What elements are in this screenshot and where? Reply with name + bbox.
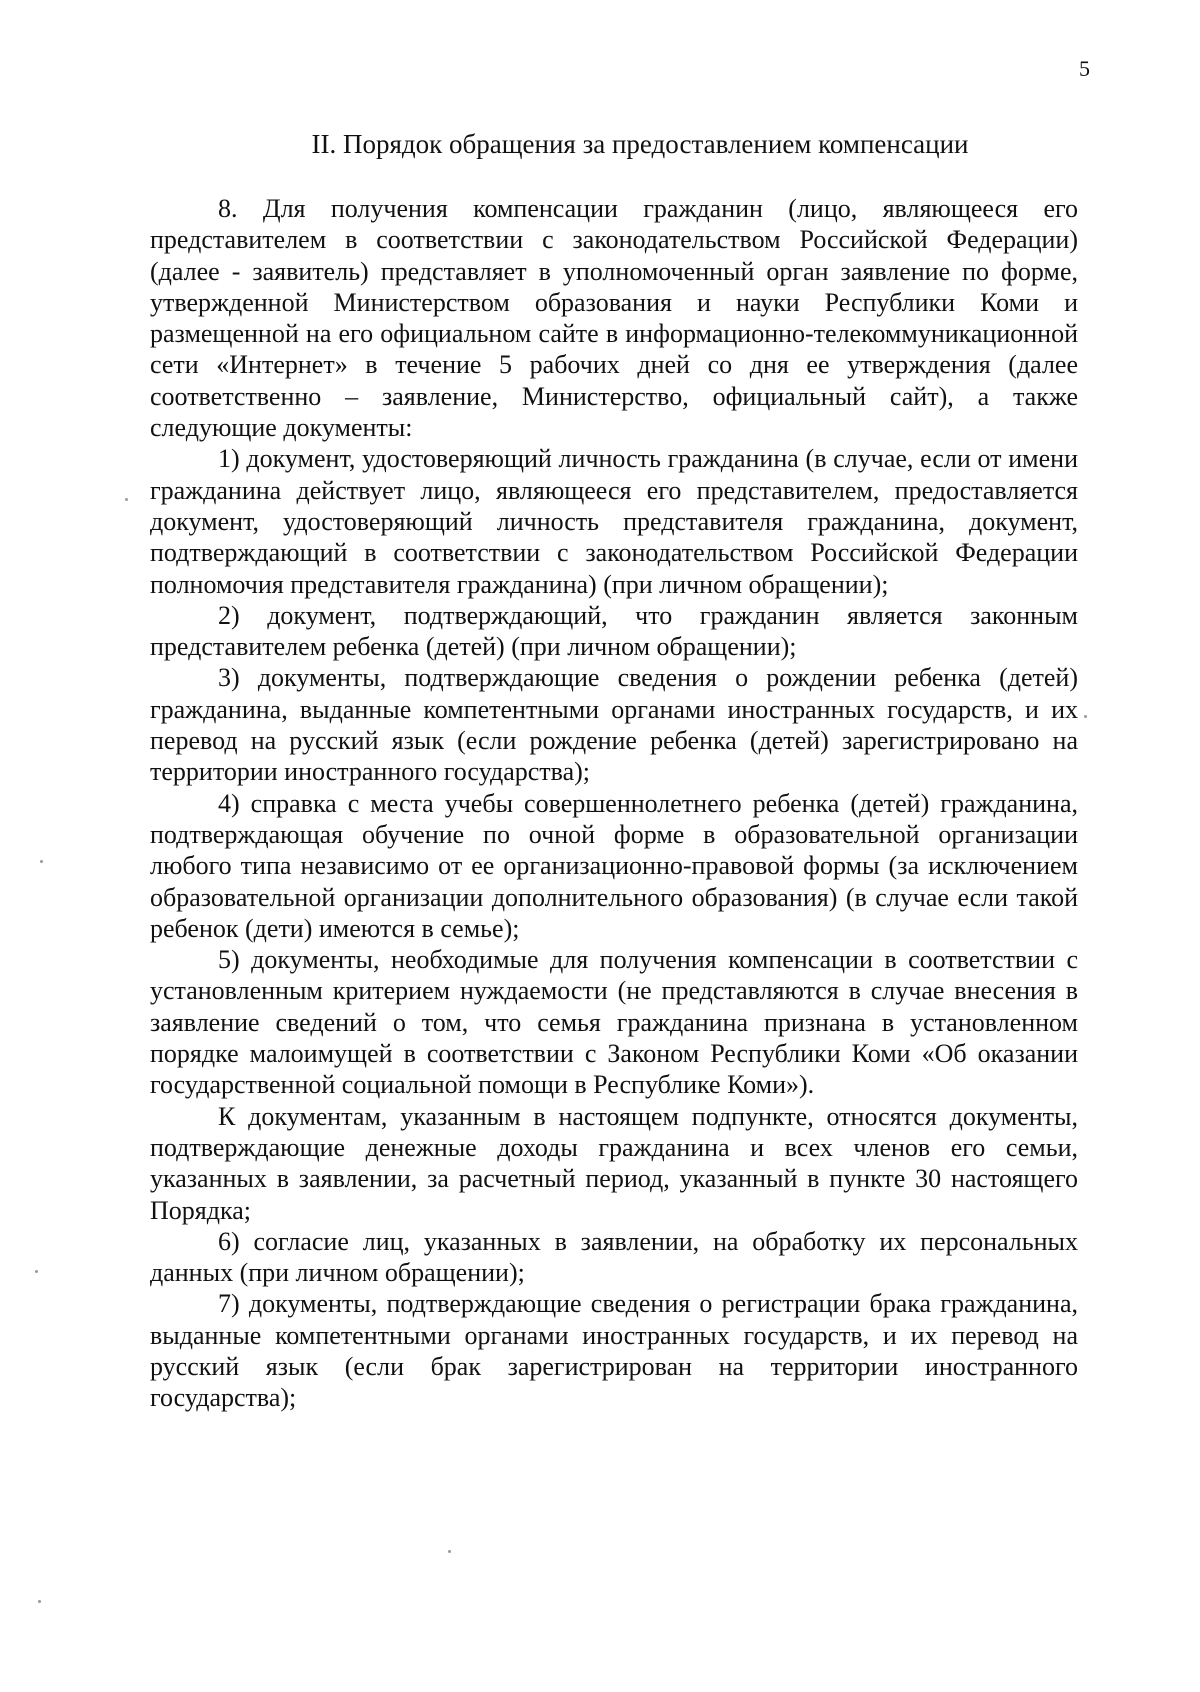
scan-speck	[40, 860, 43, 863]
paragraph-subitem-6: 6) согласие лиц, указанных в заявлении, на обработку их персональных данных (при личном обращении);	[150, 1226, 1078, 1288]
paragraph-subitem-5: 5) документы, необходимые для получения компенсации в соответствии с установленным критерием нуждаемости (не представляются в случае внесения в заявление сведений о том, что семья гражданина признана в установленном порядке малоимущей в соответствии с Законом Республики Коми «Об оказании государственной социальной помощи в Республике Коми»).	[150, 945, 1078, 1100]
scan-speck	[38, 1600, 41, 1603]
page-number: 5	[1079, 56, 1090, 81]
paragraph-item-8: 8. Для получения компенсации гражданин (лицо, являющееся его представителем в соответствии с законодательством Российской Федерации) (далее - заявитель) представляет в уполномоченный орган заявление по форме, утвержденной Министерством образования и науки Республики Коми и размещенной на его официальном сайте в информационно-телекоммуникационной сети «Интернет» в течение 5 рабочих дней со дня ее утверждения (далее соответственно – заявление, Министерство, официальный сайт), а также следующие документы:	[150, 194, 1078, 443]
section-title: II. Порядок обращения за предоставлением компенсации	[311, 129, 969, 159]
scan-speck	[125, 498, 128, 501]
scan-speck	[35, 1270, 38, 1273]
paragraph-subitem-7: 7) документы, подтверждающие сведения о регистрации брака гражданина, выданные компетентными органами иностранных государств, и их перевод на русский язык (если брак зарегистрирован на территории иностранного государства);	[150, 1289, 1078, 1413]
paragraph-subitem-5-note: К документам, указанным в настоящем подпункте, относятся документы, подтверждающие денежные доходы гражданина и всех членов его семьи, указанных в заявлении, за расчетный период, указанный в пункте 30 настоящего Порядка;	[150, 1101, 1078, 1225]
paragraph-subitem-2: 2) документ, подтверждающий, что гражданин является законным представителем ребенка (детей) (при личном обращении);	[150, 600, 1078, 662]
paragraph-subitem-1: 1) документ, удостоверяющий личность гражданина (в случае, если от имени гражданина действует лицо, являющееся его представителем, предоставляется документ, удостоверяющий личность представителя гражданина, документ, подтверждающий в соответствии с законодательством Российской Федерации полномочия представителя гражданина) (при личном обращении);	[150, 444, 1078, 599]
paragraph-subitem-4: 4) справка с места учебы совершеннолетнего ребенка (детей) гражданина, подтверждающая обучение по очной форме в образовательной организации любого типа независимо от ее организационно-правовой формы (за исключением образовательной организации дополнительного образования) (в случае если такой ребенок (дети) имеются в семье);	[150, 788, 1078, 943]
scan-speck	[1084, 715, 1087, 718]
scan-speck	[448, 1550, 451, 1553]
document-body	[150, 193, 1078, 1414]
paragraph-subitem-3: 3) документы, подтверждающие сведения о рождении ребенка (детей) гражданина, выданные компетентными органами иностранных государств, и их перевод на русский язык (если рождение ребенка (детей) зарегистрировано на территории иностранного государства);	[150, 663, 1078, 787]
